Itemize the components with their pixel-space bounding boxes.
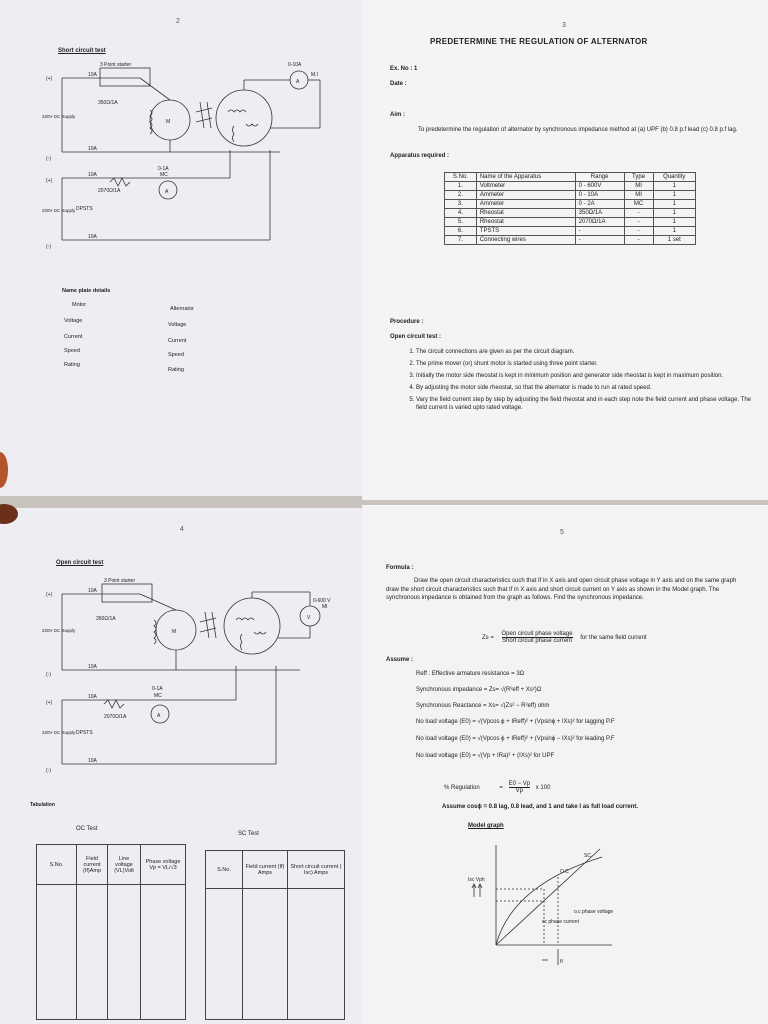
eo-lagging: No load voltage (E0) = √(Vpcos ϕ + IReff)² + (Vpsinϕ + IXs)² for lagging P.F [416,719,615,725]
assume-label: Assume : [386,657,414,663]
ammeter2-symbol: A [157,713,161,719]
y-axis-label: Isc Vph [468,877,485,883]
tabulation-label: Tabulation [30,802,55,808]
list-item: 1. The circuit connections are given as per the circuit diagram. [416,348,752,356]
experiment-title: PREDETERMINE THE REGULATION OF ALTERNATOR [430,37,648,46]
plus-label: (+) [46,592,53,598]
aim-text: To predetermine the regulation of alternator by synchronous impedance method at (a) UPF (b) 0.8 p.f lead (c) 0.8 p.f lag. [418,127,738,133]
sc-table-title: SC Test [238,831,259,837]
minus-label: (-) [46,672,51,678]
voltmeter-type: MI [322,604,328,610]
open-circuit-diagram [0,508,370,788]
page-3 [362,0,768,500]
list-item: 3. Initially the motor side rheostat is kept in minimum position and generator side rheostat is kept in maximum position. [416,372,752,380]
nameplate-field: Voltage [168,322,187,328]
page-4 [0,508,370,1024]
motor-symbol: M [166,119,171,125]
fuse-label: 10A [88,234,97,240]
motor-symbol: M [172,629,177,635]
table-row: 2. Ammeter 0 - 10A MI 1 [445,191,696,200]
header-cell: S.No. [445,173,477,182]
switch-label: DPSTS [76,206,93,212]
assume-pf: Assume cosϕ = 0.8 lag, 0.8 lead, and 1 and take I as full load current. [442,804,639,810]
sc-curve [496,849,600,945]
sc-phase-label: sc phase current [542,919,579,925]
plus-label: (+) [46,700,53,706]
voltmeter-range: 0-600 V [313,598,331,604]
procedure-steps [402,348,752,417]
nameplate-title: Name plate details [62,288,111,294]
apparatus-label: Apparatus required : [390,153,450,159]
minus-label: (-) [46,156,51,162]
sync-impedance: Synchronous impedance = Zs= √(R²eff + Xs²)Ω [416,687,542,693]
table-row: 3. Ammeter 0 - 2A MC 1 [445,200,696,209]
table-row: 6. TPSTS - - 1 [445,227,696,236]
fuse-label: 10A [88,146,97,152]
nameplate-field: Speed [168,352,184,358]
rheostat-label: 350Ω/1A [98,100,118,106]
table-row: 5. Rheostat 2070Ω/1A - 1 [445,218,696,227]
header-cell: Short circuit current ( Isc) Amps [288,851,345,889]
nameplate-field: Current [168,338,187,344]
list-item: 5. Vary the field current step by step by adjusting the field rheostat and in each step note the field current and phase voltage. The field current is varied upto rated voltage. [416,396,752,412]
ex-no-label: Ex. No : 1 [390,66,418,72]
ammeter-range: 0-10A [288,62,302,68]
rheostat-label: 350Ω/1A [96,616,116,622]
ammeter2-range: 0-1A [158,166,169,172]
regulation-formula: % Regulation = $\frac{E0 - Vp}{Vp}$ x 100 [444,781,551,794]
supply-label: 220V DC Supply [42,208,76,213]
ammeter2-type: MC [160,172,168,178]
supply-label: 220V DC Supply [42,730,76,735]
rheostat-label: 2070Ω/1A [98,188,121,194]
date-label: Date : [390,81,407,87]
oc-curve-label: O.C [560,869,569,875]
page-number: 4 [180,526,184,533]
starter-label: 3 Point starter [104,578,136,584]
fuse-label: 10A [88,694,97,700]
nameplate-field: Speed [64,348,80,354]
nameplate-field: Rating [64,362,80,368]
switch-label: DPSTS [76,730,93,736]
formula-label: Formula : [386,565,414,571]
header-cell: Name of the Apparatus [476,173,575,182]
table-row: 1. Voltmeter 0 - 600V MI 1 [445,182,696,191]
section-title: Short circuit test [58,48,106,54]
sync-reactance: Synchronous Reactance = Xs= √(Zs² − R²eff) ohm [416,703,550,709]
oc-table-title: OC Test [76,826,98,832]
formula-text: Draw the open circuit characteristics such that If in X axis and open circuit phase voltage in Y axis and on the same graph draw the short circuit characteristics such that If in X axis and short circuit current on Y axis as shown in the Model graph. The synchronous impedance is obtained from the graph as follows. Find the synchronous impedance. [386,578,737,602]
procedure-label: Procedure : [390,319,424,325]
table-row [37,885,186,1020]
table-header-row [206,851,345,889]
nameplate-field: Voltage [64,318,83,324]
plus-label: (+) [46,76,53,82]
table-row: 7. Connecting wires - - 1 set [445,236,696,245]
sc-curve-label: SC [584,853,591,859]
minus-label: (-) [46,244,51,250]
ammeter-symbol: A [296,79,300,85]
ammeter2-symbol: A [165,189,169,195]
sc-test-table [205,850,345,1020]
model-graph-label: Model graph [468,823,504,829]
header-cell: Field current (If) Amps [243,851,288,889]
short-circuit-diagram [0,0,380,300]
ammeter2-type: MC [154,693,162,699]
ammeter2-range: 0-1A [152,686,163,692]
page-number: 3 [562,22,566,29]
page-5 [362,505,768,1024]
header-cell: Line voltage (VL)Volt [108,845,141,885]
list-item: 4. By adjusting the motor side rheostat, so that the alternator is made to run at rated speed. [416,384,752,392]
fuse-label: 10A [88,588,97,594]
plus-label: (+) [46,178,53,184]
table-row: 4. Rheostat 350Ω/1A - 1 [445,209,696,218]
minus-label: (-) [46,768,51,774]
supply-label: 220V DC Supply [42,114,76,119]
ammeter-type: M.I [311,72,318,78]
motor-label: Motor [72,302,87,308]
header-cell: Range [575,173,624,182]
model-graph [362,505,768,1024]
reff-text: Reff : Effective armature resistance = 3Ω [416,671,525,677]
alternator-label: Alternator [170,306,194,312]
oc-test-table [36,844,186,1020]
header-cell: S.No. [37,845,77,885]
header-cell: S.No. [206,851,243,889]
nameplate-field: Rating [168,367,184,373]
oc-test-label: Open circuit test : [390,334,442,340]
list-item: 2. The prime mover (or) shunt motor is started using three point starter. [416,360,752,368]
page-2 [0,0,380,496]
table-header-row [37,845,186,885]
nameplate-field: Current [64,334,83,340]
rheostat-label: 2070Ω/1A [104,714,127,720]
eo-upf: No load voltage (E0) = √(Vp + IRa)² + (IXs)² for UPF [416,753,555,759]
section-title: Open circuit test [56,560,104,566]
header-cell: Quantity [653,173,695,182]
header-cell: Phase voltage Vp = VL/√3 [141,845,186,885]
table-row [206,889,345,1020]
voltmeter-symbol: V [307,615,311,621]
supply-label: 220V DC Supply [42,628,76,633]
fuse-label: 10A [88,72,97,78]
ex-no-value: 1 [414,66,418,72]
oc-phase-label: o.c phase voltage [574,909,614,915]
fuse-label: 10A [88,172,97,178]
apparatus-table [444,172,696,245]
page-number: 2 [176,18,180,25]
eo-leading: No load voltage (E0) = √(Vpcos ϕ + IReff)² + (Vpsinϕ − IXs)² for leading P.F [416,736,615,742]
zs-formula: Zs = Open circuit phase voltage Short circuit phase current for the same field current [482,631,647,644]
table-header-row [445,173,696,182]
header-cell: Type [624,173,653,182]
page-number: 5 [560,529,564,536]
header-cell: Field current (If)Amp [77,845,108,885]
fuse-label: 10A [88,758,97,764]
oc-curve [496,857,602,945]
aim-label: Aim : [390,112,405,118]
x-axis-label: If [560,959,563,965]
starter-label: 3 Point starter [100,62,132,68]
fuse-label: 10A [88,664,97,670]
